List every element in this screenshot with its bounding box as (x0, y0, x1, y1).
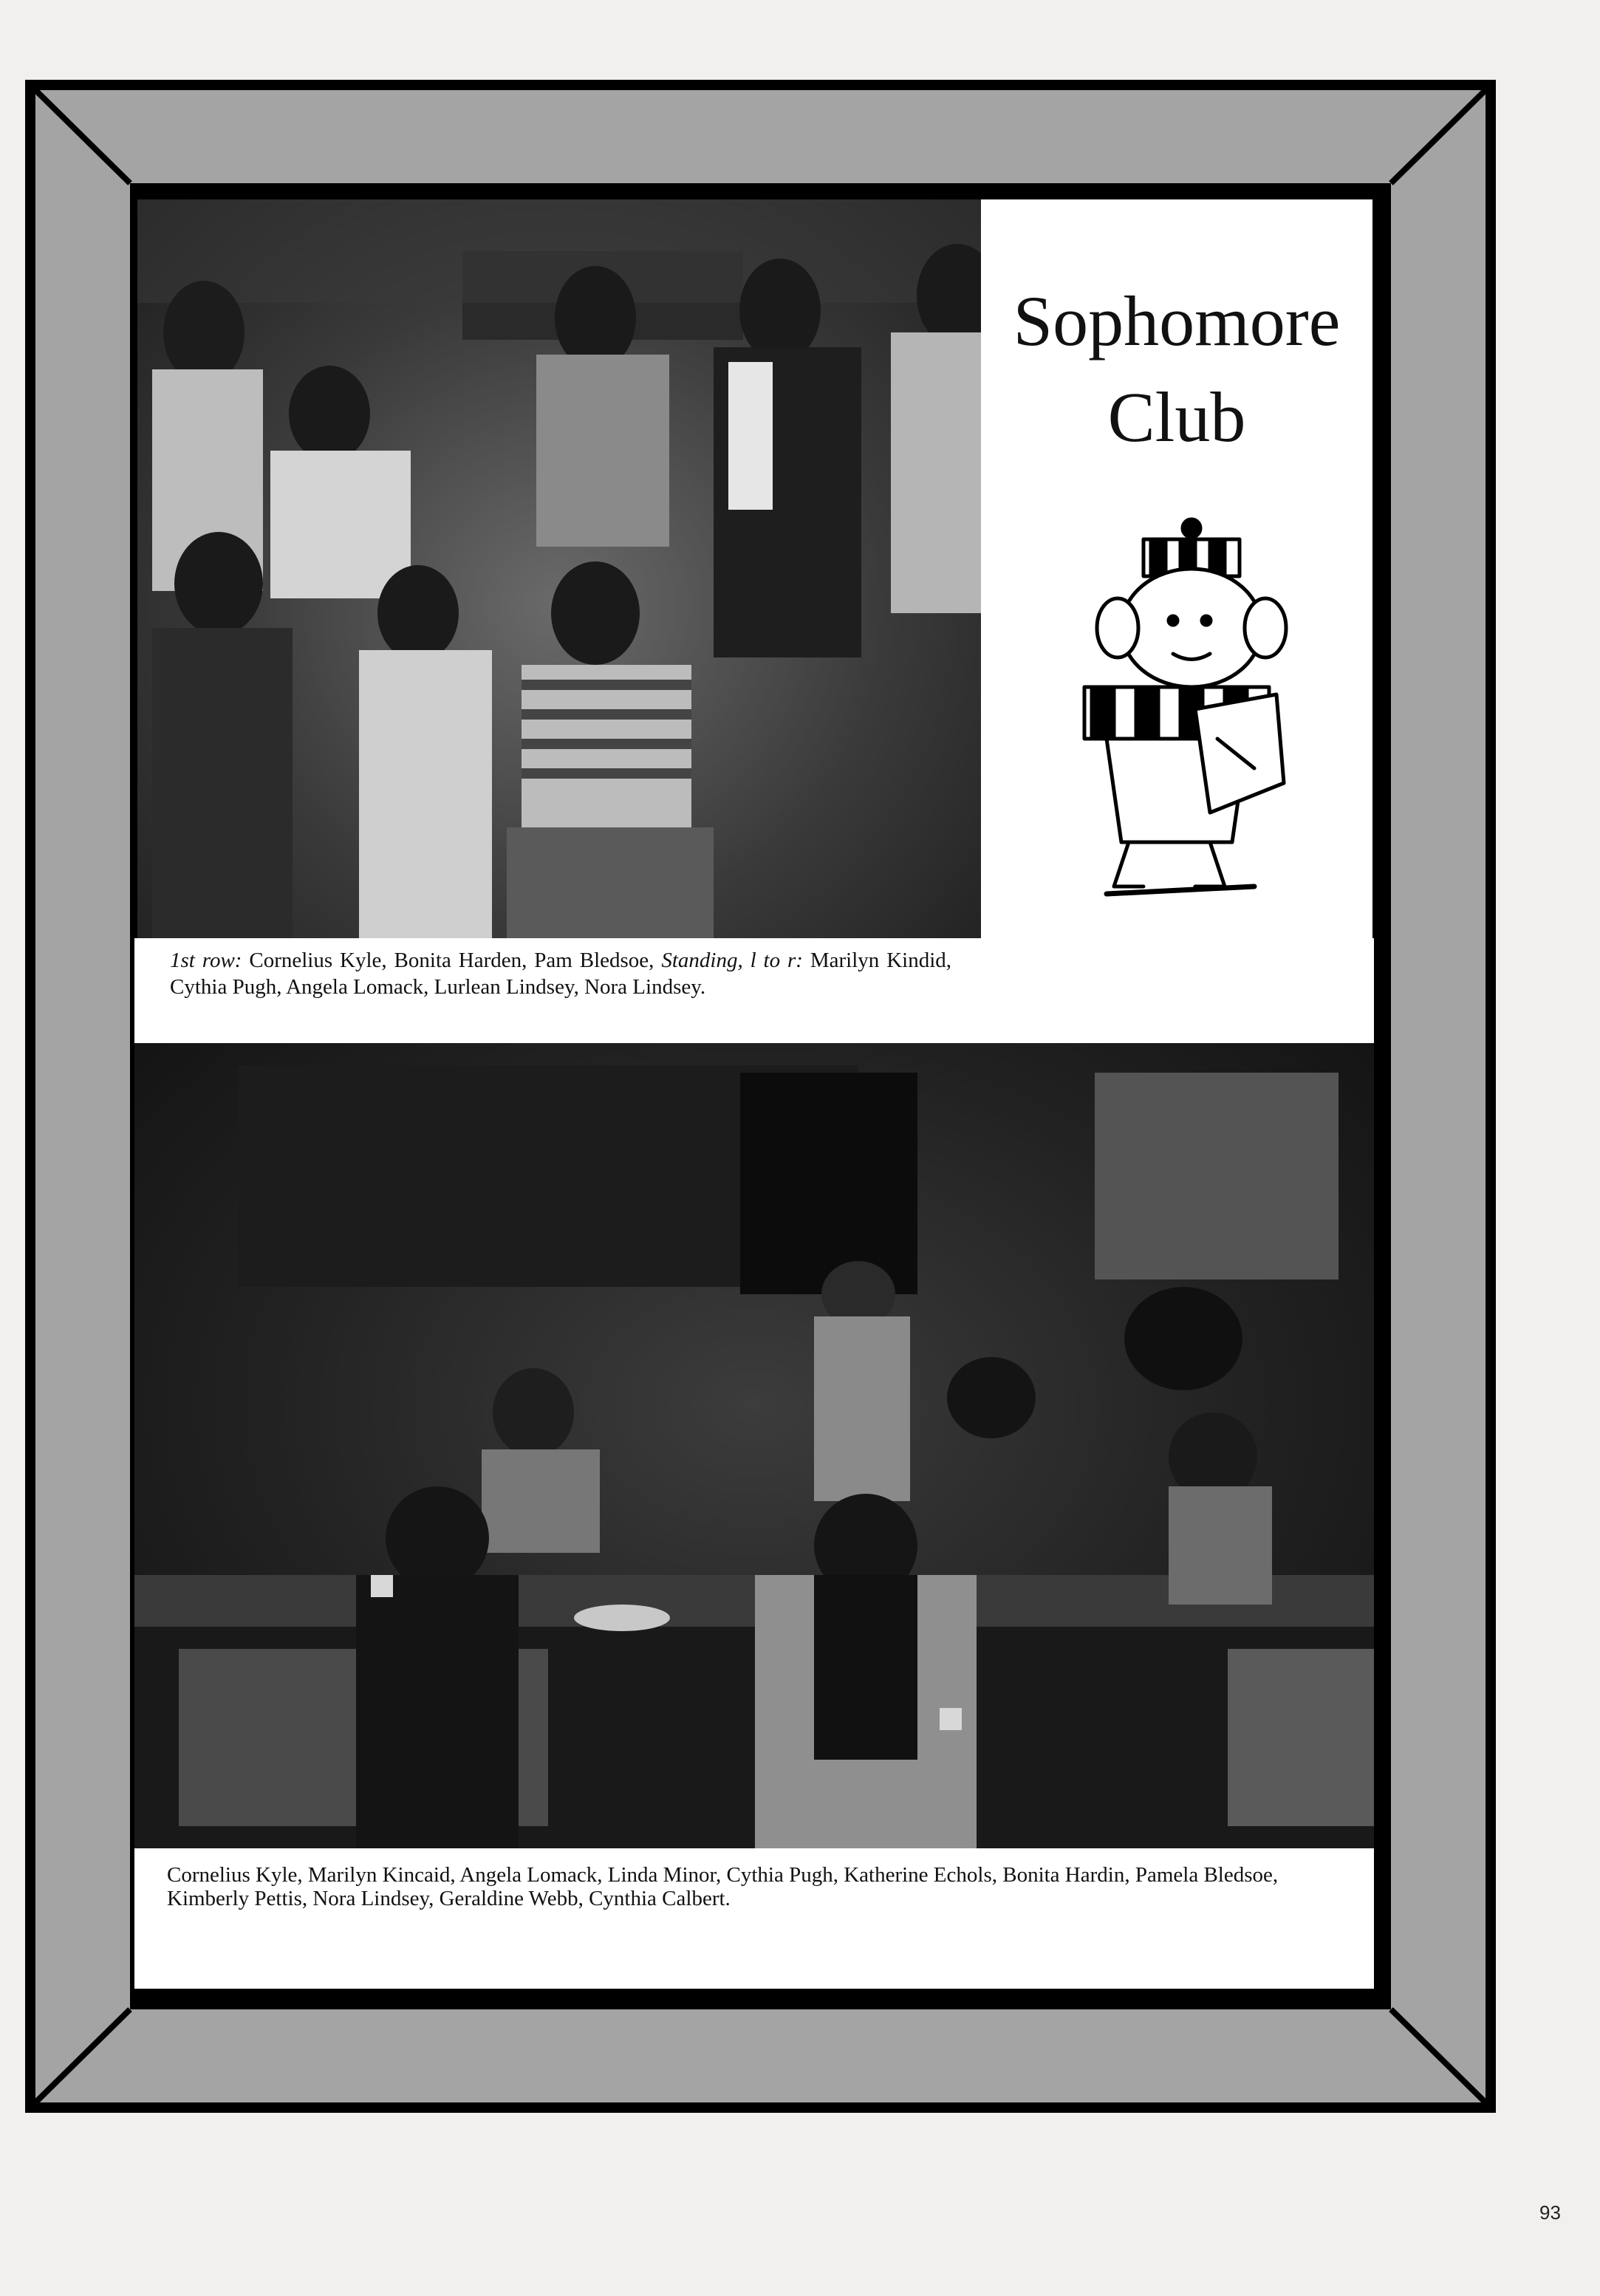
caption-standing-label: Standing, l to r: (661, 949, 803, 972)
caption-first-row-label: 1st row: (170, 949, 242, 972)
caption-bottom-names: Cornelius Kyle, Marilyn Kincaid, Angela Lomack, Linda Minor, Cythia Pugh, Katherine Echols, Bonita Hardin, Pamela Bledsoe, Kimberly Pettis, Nora Lindsey, Geraldine Webb, Cynthia Calbert. (167, 1863, 1279, 1910)
caption-top (137, 938, 981, 1043)
group-photo-standing (137, 199, 981, 938)
photo-people-icon (137, 199, 981, 938)
title-line-2: Club (1107, 377, 1246, 457)
page-title (981, 273, 1372, 465)
title-line-1: Sophomore (1013, 281, 1341, 361)
caption-standing-names: Marilyn Kindid, Cythia Pugh, Angela Lomack, Lurlean Lindsey, Nora Lindsey. (170, 949, 951, 999)
caption-bottom (134, 1848, 1374, 1989)
title-panel (981, 199, 1372, 938)
mascot-icon (1062, 517, 1313, 901)
caption-first-row-names: Cornelius Kyle, Bonita Harden, Pam Bledsoe, (249, 949, 654, 972)
page-number: 93 (1539, 2201, 1561, 2224)
photo-party-icon (134, 1043, 1374, 1848)
group-photo-party (134, 1043, 1374, 1848)
